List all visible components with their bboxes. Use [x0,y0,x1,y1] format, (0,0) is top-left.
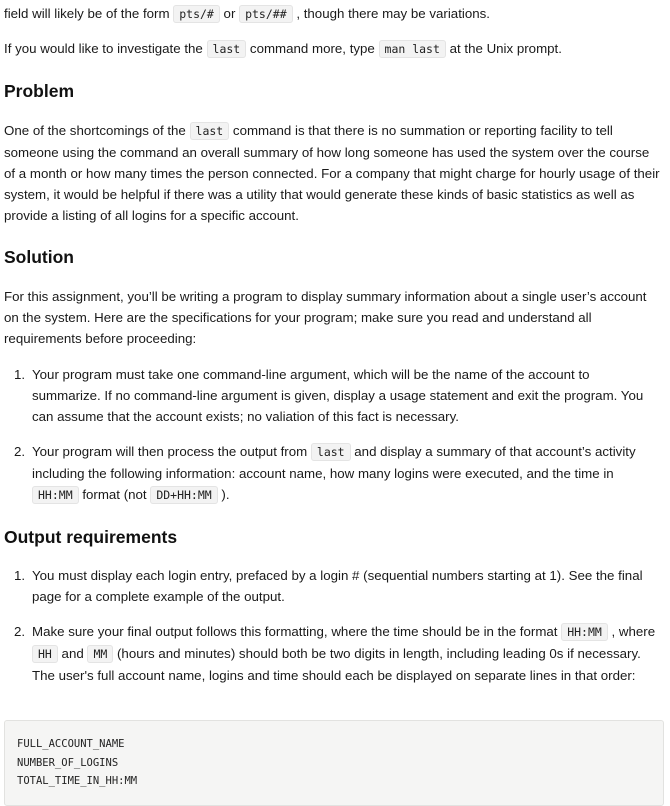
list-item-number: 1. [14,367,26,382]
man-paragraph [4,38,664,60]
code-line-total-time: TOTAL_TIME_IN_HH:MM [17,775,138,787]
inline-code-pts-single: pts/# [173,5,220,23]
man-text-1: If you would like to investigate the [4,41,207,56]
inline-code-hhmm: HH:MM [561,623,608,641]
list-item-text: ). [217,487,230,502]
list-item-text: and display a summary of that account’s activity including the following information: account name, how many logins were executed, and the time in [32,444,636,481]
man-text-2: command more, type [246,41,379,56]
list-item-number: 2. [14,444,26,459]
list-item-text: format (not [78,487,151,502]
output-requirements-list [4,565,660,686]
problem-heading: Problem [4,81,75,101]
list-item-text: , where [607,624,656,639]
intro-text-3: , though there may be variations. [292,6,490,21]
solution-heading: Solution [4,247,74,267]
inline-code-hhmm: HH:MM [32,486,79,504]
list-item [4,364,660,427]
intro-paragraph [4,3,664,25]
output-format-code-block [4,720,664,806]
list-item-text: Your program must take one command-line argument, which will be the name of the account to summarize. If no command-line argument is given, display a usage statement and exit the program. You can assume that the account exists; no valiation of this fact is necessary. [32,367,644,424]
requirements-list [4,364,660,506]
intro-text-1: field will likely be of the form [4,6,174,21]
inline-code-last: last [207,40,247,58]
list-item [4,621,660,686]
problem-text-1: One of the shortcomings of the [4,123,190,138]
inline-code-hh: HH [32,645,58,663]
solution-paragraph: For this assignment, you’ll be writing a program to display summary information about a single user’s account on the system. Here are the specifications for your program; make sure you read and understand all requirements before proceeding: [4,289,647,346]
output-requirements-heading: Output requirements [4,527,178,547]
inline-code-pts-double: pts/## [239,5,293,23]
list-item-number: 1. [14,568,26,583]
list-item-text: and [57,646,88,661]
list-item-text: (hours and minutes) should both be two digits in length, including leading 0s if necessary. The user's full account name, logins and time should each be displayed on separate lines in that order: [32,646,641,683]
code-line-account-name: FULL_ACCOUNT_NAME [17,738,125,750]
inline-code-last: last [190,122,230,140]
intro-text-2: or [219,6,240,21]
list-item-text: Make sure your final output follows this formatting, where the time should be in the format [32,624,562,639]
list-item [4,565,660,607]
inline-code-last: last [311,443,351,461]
list-item-text: Your program will then process the output from [32,444,311,459]
man-text-3: at the Unix prompt. [445,41,562,56]
inline-code-ddhhmm: DD+HH:MM [150,486,217,504]
problem-text-2: command is that there is no summation or reporting facility to tell someone using the command an overall summary of how long someone has used the system over the course of a month or how many times the person connected. For a company that might charge for hourly usage of their system, it would be helpful if there was a utility that would generate these kinds of basic statistics as well as provide a listing of all logins for a specific account. [4,123,660,223]
inline-code-man-last: man last [379,40,446,58]
code-line-number-of-logins: NUMBER_OF_LOGINS [17,756,119,769]
list-item-number: 2. [14,624,26,639]
problem-paragraph [4,120,662,226]
list-item [4,441,660,506]
list-item-text: You must display each login entry, prefaced by a login # (sequential numbers starting at 1). See the final page for a complete example of the output. [32,568,643,604]
inline-code-mm: MM [87,645,113,663]
